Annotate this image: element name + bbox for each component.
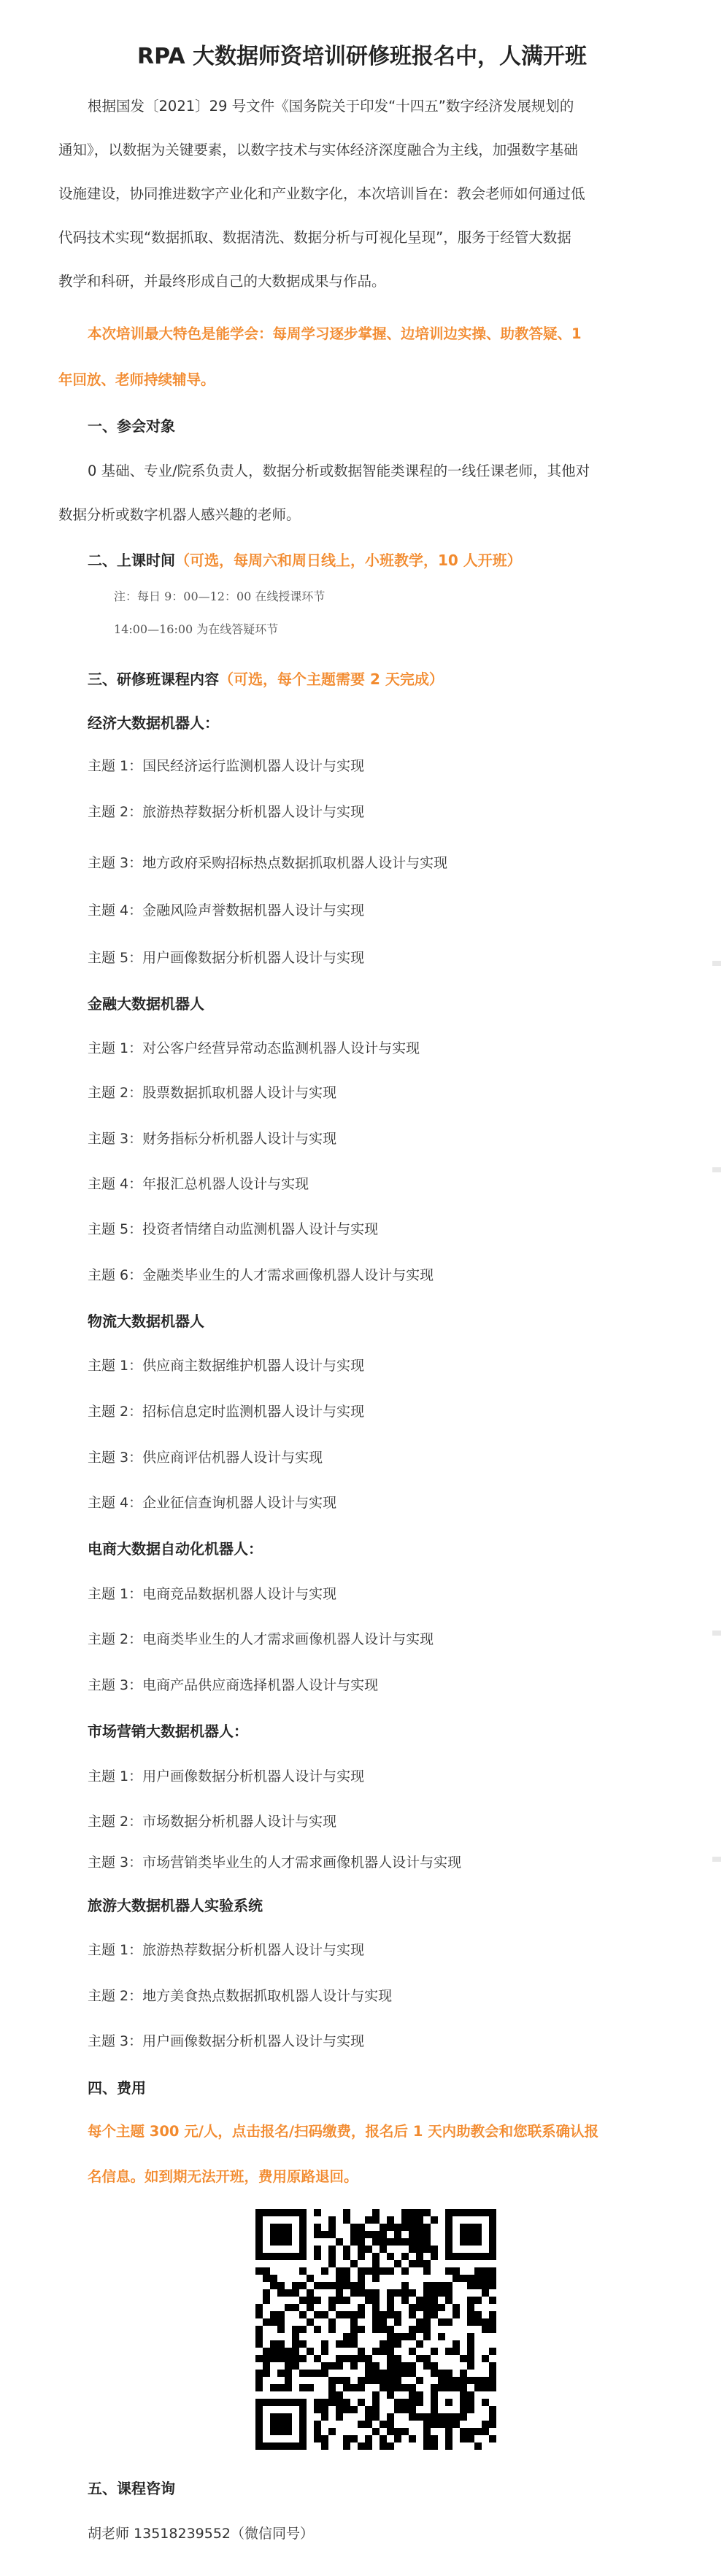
topic-item: 主题 2：地方美食热点数据抓取机器人设计与实现 [88, 1988, 393, 2004]
topic-item: 主题 1：用户画像数据分析机器人设计与实现 [88, 1768, 365, 1784]
group-title-logistics: 物流大数据机器人 [88, 1312, 204, 1330]
qr-code-icon[interactable] [255, 2209, 496, 2450]
group-title-ecommerce: 电商大数据自动化机器人： [88, 1540, 263, 1558]
audience-line-2: 数据分析或数字机器人感兴趣的老师。 [58, 506, 301, 523]
section-fee-heading: 四、费用 [88, 2079, 146, 2097]
topic-item: 主题 2：股票数据抓取机器人设计与实现 [88, 1085, 337, 1101]
topic-item: 主题 2：电商类毕业生的人才需求画像机器人设计与实现 [88, 1631, 434, 1647]
topic-item: 主题 3：财务指标分析机器人设计与实现 [88, 1131, 337, 1147]
topic-item: 主题 2：旅游热荐数据分析机器人设计与实现 [88, 804, 365, 820]
topic-item: 主题 3：地方政府采购招标热点数据抓取机器人设计与实现 [88, 855, 448, 871]
topic-item: 主题 1：供应商主数据维护机器人设计与实现 [88, 1358, 365, 1374]
topic-item: 主题 3：电商产品供应商选择机器人设计与实现 [88, 1677, 379, 1693]
curriculum-highlight: （可选，每个主题需要 2 天完成） [219, 670, 444, 688]
intro-line-4: 代码技术实现“数据抓取、数据清洗、数据分析与可视化呈现”，服务于经管大数据 [58, 229, 571, 246]
topic-item: 主题 1：对公客户经营异常动态监测机器人设计与实现 [88, 1040, 420, 1056]
intro-line-1: 根据国发〔2021〕29 号文件《国务院关于印发“十四五”数字经济发展规划的 [88, 98, 574, 115]
intro-line-2: 通知》，以数据为关键要素，以数字技术与实体经济深度融合为主线，加强数字基础 [58, 142, 578, 158]
fee-line-2: 名信息。如到期无法开班，费用原路退回。 [88, 2168, 358, 2185]
page-title: RPA 大数据师资培训研修班报名中，人满开班 [137, 44, 587, 69]
schedule-highlight: （可选，每周六和周日线上，小班教学，10 人开班） [175, 552, 522, 569]
topic-item: 主题 3：用户画像数据分析机器人设计与实现 [88, 2033, 365, 2049]
section-audience-heading: 一、参会对象 [88, 417, 175, 435]
page-edge-mark [712, 1631, 721, 1636]
curriculum-heading-text: 三、研修班课程内容 [88, 670, 219, 688]
group-title-finance: 金融大数据机器人 [88, 995, 204, 1013]
topic-item: 主题 2：招标信息定时监测机器人设计与实现 [88, 1404, 365, 1420]
section-contact-heading: 五、课程咨询 [88, 2480, 175, 2497]
topic-item: 主题 5：投资者情绪自动监测机器人设计与实现 [88, 1221, 379, 1237]
topic-item: 主题 2：市场数据分析机器人设计与实现 [88, 1814, 337, 1830]
topic-item: 主题 4：金融风险声誉数据机器人设计与实现 [88, 902, 365, 918]
section-curriculum-heading [88, 668, 444, 689]
topic-item: 主题 1：国民经济运行监测机器人设计与实现 [88, 758, 365, 774]
topic-item: 主题 1：电商竞品数据机器人设计与实现 [88, 1586, 337, 1602]
group-title-economy: 经济大数据机器人： [88, 714, 219, 732]
page-edge-mark [712, 1857, 721, 1862]
audience-line-1: 0 基础、专业/院系负责人，数据分析或数据智能类课程的一线任课老师，其他对 [88, 463, 590, 479]
topic-item: 主题 3：市场营销类毕业生的人才需求画像机器人设计与实现 [88, 1854, 462, 1871]
topic-item: 主题 4：企业征信查询机器人设计与实现 [88, 1495, 337, 1511]
page-edge-mark [712, 961, 721, 966]
fee-line-1: 每个主题 300 元/人，点击报名/扫码缴费，报名后 1 天内助教会和您联系确认报 [88, 2123, 599, 2140]
contact-info: 胡老师 13518239552（微信同号） [88, 2526, 315, 2542]
topic-item: 主题 1：旅游热荐数据分析机器人设计与实现 [88, 1942, 365, 1958]
topic-item: 主题 4：年报汇总机器人设计与实现 [88, 1176, 309, 1192]
topic-item: 主题 3：供应商评估机器人设计与实现 [88, 1450, 323, 1466]
feature-line-1: 本次培训最大特色是能学会：每周学习逐步掌握、边培训边实操、助教答疑、1 [88, 325, 582, 342]
page-edge-mark [712, 1167, 721, 1172]
schedule-heading-text: 二、上课时间 [88, 552, 175, 569]
topic-item: 主题 6：金融类毕业生的人才需求画像机器人设计与实现 [88, 1267, 434, 1283]
feature-line-2: 年回放、老师持续辅导。 [58, 371, 215, 388]
intro-line-3: 设施建设，协同推进数字产业化和产业数字化，本次培训旨在：教会老师如何通过低 [58, 185, 585, 202]
schedule-note-1: 注：每日 9：00—12：00 在线授课环节 [114, 589, 326, 603]
intro-line-5: 教学和科研，并最终形成自己的大数据成果与作品。 [58, 273, 386, 290]
group-title-marketing: 市场营销大数据机器人： [88, 1722, 248, 1740]
topic-item: 主题 5：用户画像数据分析机器人设计与实现 [88, 950, 365, 966]
schedule-note-2: 14:00—16:00 为在线答疑环节 [114, 622, 279, 636]
section-schedule-heading [88, 549, 522, 570]
group-title-tourism: 旅游大数据机器人实验系统 [88, 1897, 263, 1914]
